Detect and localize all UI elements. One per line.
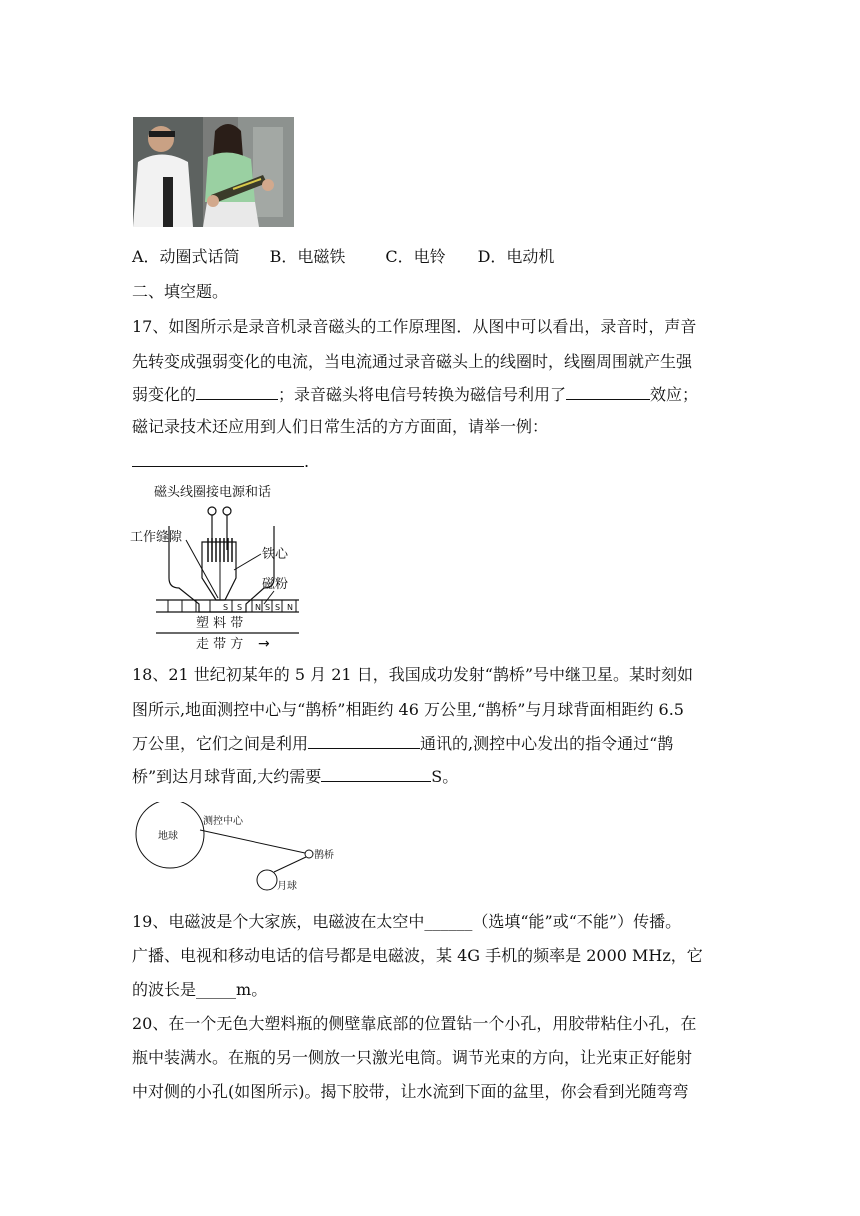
option-d[interactable]: D．电动机 [477, 247, 555, 266]
q17-blank-3[interactable] [132, 450, 304, 467]
q17-line-4: 磁记录技术还应用到人们日常生活的方方面面，请举一例： [132, 417, 549, 436]
fig18-bridge-label: 鹊桥 [314, 850, 334, 861]
q17-line-5 [132, 450, 309, 473]
direction-arrow-icon: → [258, 636, 270, 650]
q18-text-4b: S。 [431, 767, 459, 786]
fig17-title: 磁头线圈接电源和话 [154, 485, 272, 500]
q19-text-3c: m。 [236, 980, 268, 999]
q17-text-3c: 效应； [650, 385, 699, 404]
section-title: 二、填空题。 [132, 282, 229, 301]
q20-line-3: 中对侧的小孔(如图所示)。揭下胶带，让水流到下面的盆里，你会看到光随弯弯 [132, 1082, 689, 1101]
q19-text-1a: 19、电磁波是个大家族，电磁波在太空中 [132, 912, 425, 931]
option-c[interactable]: C．电铃 [385, 247, 446, 266]
q19-text-3a: 的波长是 [132, 980, 197, 999]
fig18-earth-label: 地球 [158, 831, 178, 842]
q18-line-1: 18、21 世纪初某年的 5 月 21 日，我国成功发射“鹊桥”号中继卫星。某时刻如 [132, 665, 694, 684]
q19-line-1 [132, 911, 681, 933]
fig17-pole-5: S [275, 603, 281, 612]
fig17-powder-label: 磁粉 [262, 577, 289, 592]
q17-text-5-end: . [304, 452, 310, 471]
fig17-gap-label: 工作缝隙 [130, 530, 183, 545]
q20-line-1: 20、在一个无色大塑料瓶的侧壁靠底部的位置钻一个小孔，用胶带粘住小孔，在 [132, 1014, 697, 1033]
q18-line-3 [132, 732, 673, 755]
q18-text-3a: 万公里，它们之间是利用 [132, 734, 309, 753]
fig17-pole-3: N [255, 603, 261, 612]
fig18-center-label: 测控中心 [203, 816, 243, 827]
q18-blank-2[interactable] [321, 765, 431, 782]
fig17-pole-2: S [237, 603, 243, 612]
recording-head-diagram [124, 478, 314, 650]
q18-text-4a: 桥”到达月球背面,大约需要 [132, 767, 322, 786]
fig17-direction-label: 走 带 方 [196, 637, 244, 650]
q17-text-3b: ；录音磁头将电信号转换为磁信号利用了 [278, 385, 567, 404]
q19-text-1c: （选填“能”或“不能”）传播。 [472, 912, 682, 931]
q17-line-1: 17、如图所示是录音机录音磁头的工作原理图．从图中可以看出，录音时，声音 [132, 317, 697, 336]
q17-line-2: 先转变成强弱变化的电流，当电流通过录音磁头上的线圈时，线圈周围就产生强 [132, 352, 693, 371]
q19-line-3 [132, 979, 267, 1001]
fig17-tape-label: 塑 料 带 [196, 616, 244, 631]
q17-text-3a: 弱变化的 [132, 385, 197, 404]
q18-line-4 [132, 765, 458, 788]
q17-line-3 [132, 383, 698, 406]
moon-circle [257, 870, 277, 890]
fig17-pole-4: S [265, 603, 271, 612]
option-b[interactable]: B．电磁铁 [269, 247, 346, 266]
q18-blank-1[interactable] [308, 732, 420, 749]
magpie-bridge-diagram [130, 802, 350, 896]
fig17-pole-6: N [287, 603, 293, 612]
q19-blank-1[interactable]: ______ [424, 912, 473, 931]
options-row [132, 246, 554, 268]
option-a[interactable]: A．动圈式话筒 [132, 247, 240, 266]
q19-blank-2[interactable]: _____ [196, 980, 237, 999]
q17-blank-2[interactable] [566, 383, 650, 400]
q18-line-2: 图所示,地面测控中心与“鹊桥”相距约 46 万公里,“鹊桥”与月球背面相距约 6.5 [132, 700, 684, 719]
fig17-pole-1: S [223, 603, 229, 612]
q17-blank-1[interactable] [196, 383, 278, 400]
fig17-core-label: 铁心 [262, 547, 289, 562]
metal-detector-photo [133, 117, 294, 227]
q19-line-2: 广播、电视和移动电话的信号都是电磁波，某 4G 手机的频率是 2000 MHz，它 [132, 946, 703, 965]
photo-illustration [133, 117, 294, 227]
q18-text-3b: 通讯的,测控中心发出的指令通过“鹊 [420, 734, 674, 753]
fig18-moon-label: 月球 [277, 881, 297, 892]
q20-line-2: 瓶中装满水。在瓶的另一侧放一只激光电筒。调节光束的方向，让光束正好能射 [132, 1048, 693, 1067]
bridge-circle [305, 850, 313, 858]
